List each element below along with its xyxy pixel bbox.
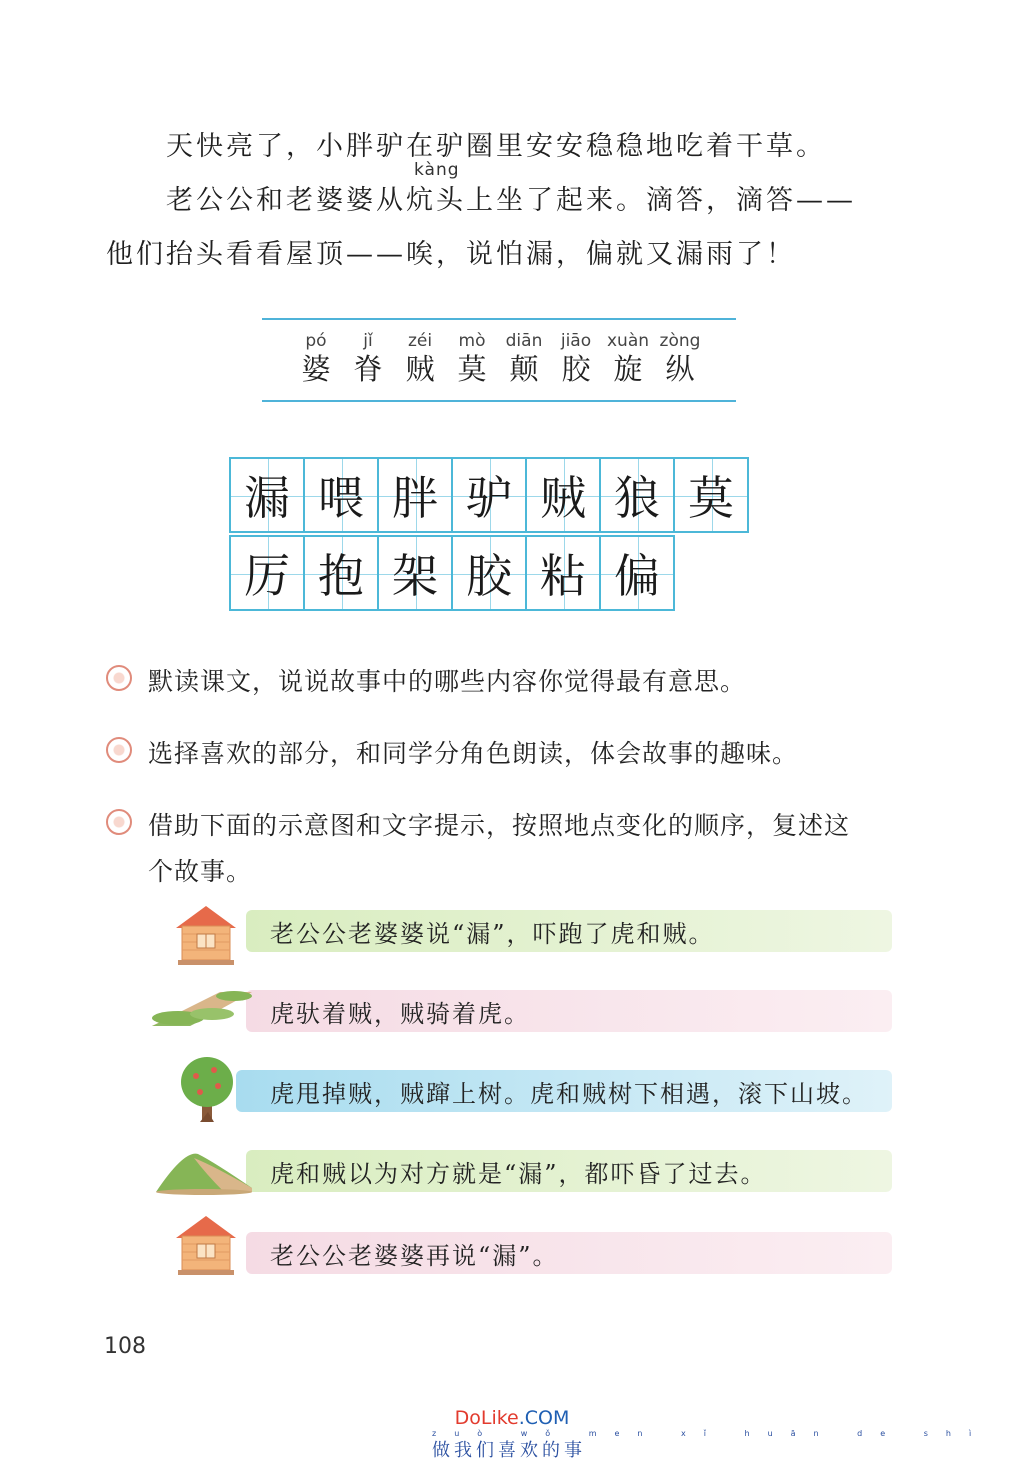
exercise-3-line-1: 借助下面的示意图和文字提示，按照地点变化的顺序，复述这 xyxy=(148,811,851,840)
retell-text-5: 老公公老婆婆再说“漏”。 xyxy=(270,1242,559,1270)
story-line-1: 天快亮了，小胖驴在驴圈里安安稳稳地吃着干草。 xyxy=(166,131,826,162)
writing-grid-cell: 莫 xyxy=(673,457,749,533)
road-icon xyxy=(150,988,254,1030)
vocab-char: 婆 xyxy=(301,352,331,386)
vocab-pinyin: zéi xyxy=(407,331,433,351)
vocab-item xyxy=(602,330,654,386)
vocab-char: 纵 xyxy=(665,352,695,386)
vocab-char: 贼 xyxy=(405,352,435,386)
vocab-item xyxy=(550,330,602,386)
vocab-char: 胶 xyxy=(561,352,591,386)
brand-slogan: 做我们喜欢的事 xyxy=(432,1440,586,1461)
vocab-pinyin: jiāo xyxy=(560,331,592,351)
retell-text-4: 虎和贼以为对方就是“漏”，都吓昏了过去。 xyxy=(270,1160,767,1188)
exercise-bullet-icon xyxy=(106,665,132,691)
writing-grid-cell: 偏 xyxy=(599,535,675,611)
writing-grid-row-1 xyxy=(229,457,749,533)
house-icon xyxy=(172,904,240,966)
house-icon xyxy=(172,1214,240,1276)
brand-like: Like xyxy=(480,1407,519,1429)
exercise-2: 选择喜欢的部分，和同学分角色朗读，体会故事的趣味。 xyxy=(148,739,799,768)
writing-grid-cell: 粘 xyxy=(525,535,601,611)
brand-com: .COM xyxy=(518,1407,570,1429)
writing-grid-cell: 驴 xyxy=(451,457,527,533)
vocab-char: 脊 xyxy=(353,352,383,386)
vocab-pinyin: xuàn xyxy=(606,331,650,351)
retell-text-2: 虎驮着贼，贼骑着虎。 xyxy=(270,1000,530,1028)
writing-grid-cell: 胶 xyxy=(451,535,527,611)
vocab-top-rule xyxy=(262,318,736,320)
brand-pinyin: zuò wǒ men xǐ huān de shì xyxy=(432,1429,990,1438)
writing-grid-cell: 架 xyxy=(377,535,453,611)
brand-do: Do xyxy=(454,1407,481,1429)
vocab-item xyxy=(394,330,446,386)
writing-grid-row-2 xyxy=(229,535,675,611)
retell-text-1: 老公公老婆婆说“漏”，吓跑了虎和贼。 xyxy=(270,920,715,948)
vocab-item xyxy=(498,330,550,386)
story-line-2: 老公公和老婆婆从炕头上坐了起来。滴答，滴答—— xyxy=(166,185,856,216)
vocab-item xyxy=(342,330,394,386)
vocab-char: 莫 xyxy=(457,352,487,386)
vocab-pinyin: diān xyxy=(505,331,543,351)
exercise-bullet-icon xyxy=(106,809,132,835)
writing-grid-cell: 狼 xyxy=(599,457,675,533)
exercise-1: 默读课文，说说故事中的哪些内容你觉得最有意思。 xyxy=(148,667,747,696)
exercise-3-line-2: 个故事。 xyxy=(148,857,253,886)
exercise-bullet-icon xyxy=(106,737,132,763)
tree-icon xyxy=(178,1056,236,1124)
retell-text-3: 虎甩掉贼，贼蹿上树。虎和贼树下相遇，滚下山坡。 xyxy=(270,1080,868,1108)
story-line-3: 他们抬头看看屋顶——唉，说怕漏，偏就又漏雨了！ xyxy=(106,239,796,270)
kang-pinyin: kàng xyxy=(414,160,460,180)
vocab-pinyin: jǐ xyxy=(363,331,373,351)
vocab-row xyxy=(290,330,706,386)
hill-icon xyxy=(154,1148,254,1196)
vocab-bottom-rule xyxy=(262,400,736,402)
writing-grid-cell: 漏 xyxy=(229,457,305,533)
vocab-char: 旋 xyxy=(613,352,643,386)
writing-grid-cell: 喂 xyxy=(303,457,379,533)
vocab-char: 颠 xyxy=(509,352,539,386)
vocab-item xyxy=(290,330,342,386)
vocab-pinyin: pó xyxy=(305,331,327,351)
vocab-pinyin: zòng xyxy=(659,331,701,351)
page-number: 108 xyxy=(104,1334,146,1359)
vocab-pinyin: mò xyxy=(458,331,486,351)
vocab-item xyxy=(446,330,498,386)
brand-logo xyxy=(450,1407,574,1429)
writing-grid-cell: 厉 xyxy=(229,535,305,611)
writing-grid-cell: 贼 xyxy=(525,457,601,533)
writing-grid-cell: 胖 xyxy=(377,457,453,533)
vocab-item xyxy=(654,330,706,386)
writing-grid-cell: 抱 xyxy=(303,535,379,611)
